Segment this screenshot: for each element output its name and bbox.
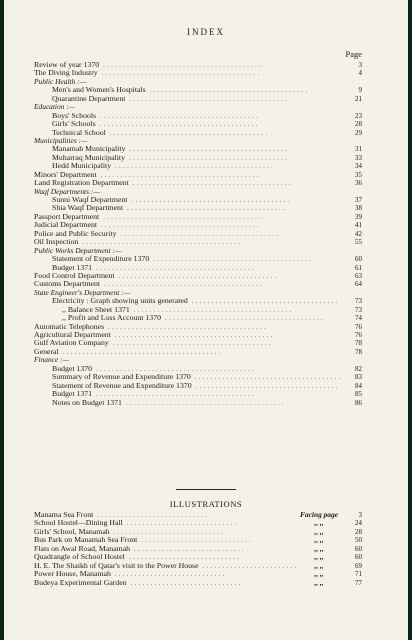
illustrations-list (34, 511, 362, 587)
index-entry-title: Budget 1371 (52, 389, 93, 399)
illustration-page-number: 60 (355, 544, 362, 553)
index-page-number: 3 (358, 61, 362, 69)
dot-leader (92, 391, 340, 399)
index-page-number: 82 (355, 364, 362, 373)
index-entry-title: Minors' Department (34, 169, 97, 179)
index-entry-title: Manamah Municipality (52, 144, 126, 154)
index-entry-title: Customs Department (34, 279, 101, 289)
dot-leader (161, 315, 340, 323)
illustration-title: Power House, Manamah (34, 569, 111, 579)
index-entry-title: Statement of Revenue and Expenditure 1370 (52, 380, 192, 390)
index-entry-title: Agricultural Department (34, 330, 111, 339)
illustration-page-number: 69 (355, 561, 362, 570)
index-entry-title: Hedd Municipality (52, 161, 112, 171)
illustration-page-number: 77 (355, 578, 362, 587)
dot-leader (93, 512, 298, 520)
index-entry-title: Statement of Expenditure 1370 (52, 254, 150, 264)
index-page-number: 23 (355, 111, 362, 120)
index-page-number: 84 (355, 381, 362, 390)
facing-page-mark: ,, ,, (314, 577, 324, 587)
dot-leader (106, 130, 340, 138)
index-entry-title: Passport Department (34, 211, 100, 221)
index-entry-title: Education :— (34, 102, 76, 112)
dot-leader (97, 222, 340, 230)
index-entry (34, 95, 362, 103)
dot-leader (97, 172, 340, 180)
index-page-number: 64 (355, 280, 362, 289)
dot-leader (98, 70, 340, 78)
index-page-number: 63 (355, 271, 362, 280)
dot-leader (122, 400, 340, 408)
illustration-page-number: 28 (355, 527, 362, 536)
illustration-title: Flats on Awal Road, Manamah (34, 543, 131, 553)
dot-leader (188, 298, 340, 306)
dot-leader (127, 580, 298, 588)
book-page (4, 0, 408, 640)
dot-leader (115, 273, 340, 281)
index-page-number: 85 (355, 390, 362, 399)
index-entry-title: Police and Public Security (34, 228, 117, 238)
illustration-title: Quadrangle of School Hostel (34, 552, 125, 562)
index-page-number: 55 (355, 238, 362, 247)
facing-page-mark: ,, ,, (314, 569, 324, 579)
dot-leader (130, 546, 298, 554)
index-entry-title: Food Control Department (34, 270, 115, 280)
index-page-number: 38 (355, 204, 362, 213)
dot-leader (110, 529, 298, 537)
index-entry-title: Summary of Revenue and Expenditure 1370 (52, 372, 191, 382)
index-page-number: 78 (355, 339, 362, 348)
illustration-title: Manama Sea Front (34, 510, 94, 519)
index-page-number: 29 (355, 128, 362, 137)
dot-leader (129, 180, 340, 188)
dot-leader (99, 214, 340, 222)
index-page-number: 37 (355, 196, 362, 204)
dot-leader (59, 349, 340, 357)
index-entry (34, 230, 362, 238)
index-entry-title: Judicial Department (34, 220, 98, 230)
index-page-number: 76 (355, 331, 362, 339)
index-entry-title: Girls' Schools (52, 119, 96, 129)
dot-leader (192, 383, 340, 391)
dot-leader (125, 146, 340, 154)
index-entry-title: Technical School (52, 127, 106, 137)
index-entry-title: Review of year 1370 (34, 60, 100, 69)
index-entry-title: ,, Profit and Loss Account 1370 (62, 313, 161, 323)
dot-leader (125, 155, 340, 163)
index-page-number: 28 (355, 120, 362, 129)
illustration-page-number: 50 (355, 536, 362, 545)
index-page-number: 36 (355, 179, 362, 188)
index-entry-title: Gulf Aviation Company (34, 338, 109, 348)
illustration-page-number: 60 (355, 553, 362, 562)
dot-leader (123, 520, 298, 528)
dot-leader (117, 231, 340, 239)
index-list (34, 61, 362, 407)
index-page-number: 33 (355, 153, 362, 162)
dot-leader (96, 113, 340, 121)
facing-page-mark: ,, ,, (314, 552, 324, 562)
index-entry-title: Public Health :— (34, 76, 87, 86)
index-entry-title: Men's and Women's Hospitals (52, 85, 146, 95)
index-entry-title: Finance :— (34, 355, 70, 365)
index-page-number: 83 (355, 373, 362, 382)
dot-leader (127, 197, 340, 205)
index-page-number: 42 (355, 229, 362, 238)
index-entry-title: Budget 1370 (52, 363, 93, 373)
dot-leader (149, 256, 340, 264)
illustration-page-number: 24 (355, 519, 362, 528)
index-entry-title: Land Registration Department (34, 178, 129, 188)
index-entry-title: Shia Waqf Department (52, 203, 124, 213)
illustration-page-number: 3 (358, 511, 362, 519)
dot-leader (123, 205, 340, 213)
index-page-number: 9 (358, 86, 362, 95)
facing-page-mark: ,, ,, (314, 560, 324, 570)
index-page-number: 86 (355, 398, 362, 407)
index-page-number: 34 (355, 162, 362, 171)
facing-page-mark: ,, ,, (314, 526, 324, 536)
dot-leader (109, 340, 340, 348)
index-entry-title: Public Works Department :— (34, 245, 122, 255)
index-page-number: 73 (355, 297, 362, 306)
illustration-title: H. E. The Shaikh of Qatar's visit to the Power House (34, 560, 199, 570)
illustrations-title: ILLUSTRATIONS (169, 499, 243, 509)
index-page-number: 41 (355, 221, 362, 230)
illustration-title: Budeya Experimental Garden (34, 577, 127, 587)
dot-leader (199, 563, 298, 571)
index-entry (34, 339, 362, 347)
dot-leader (146, 87, 340, 95)
index-entry (34, 348, 362, 356)
index-entry-title: General (34, 346, 59, 356)
dot-leader (191, 374, 340, 382)
page-column-heading: Page (345, 49, 362, 59)
dot-leader (96, 121, 340, 129)
illustration-page-number: 71 (355, 570, 362, 579)
index-page-number: 31 (355, 145, 362, 154)
section-divider (176, 489, 236, 490)
index-entry-title: Budget 1371 (52, 262, 93, 272)
dot-leader (125, 96, 340, 104)
illustration-title: Girls' School, Manamah (34, 526, 110, 536)
illustration-entry (34, 579, 362, 587)
index-entry-title: Waqf Departments :— (34, 186, 100, 196)
index-entry-title: Municipalities :— (34, 135, 88, 145)
index-page-number: 78 (355, 347, 362, 356)
illustration-title: Bus Park on Manamah Sea Front (34, 535, 138, 545)
dot-leader (111, 571, 298, 579)
dot-leader (137, 537, 298, 545)
facing-page-mark: Facing page (300, 510, 338, 519)
index-page-number: 60 (355, 255, 362, 264)
dot-leader (111, 163, 340, 171)
index-title: INDEX (187, 27, 225, 37)
index-entry-title: Quarantine Department (52, 93, 126, 103)
index-entry-title: Oil Inspection (34, 237, 79, 247)
index-entry-title: Muharraq Municipality (52, 152, 125, 162)
index-entry-title: Boys' Schools (52, 110, 97, 120)
index-entry (34, 399, 362, 407)
index-entry-title: Notes on Budget 1371 (52, 397, 122, 407)
illustration-title: School Hostel—Dining Hall (34, 518, 123, 528)
index-entry-title: Sunni Waqf Department (52, 195, 128, 204)
index-page-number: 35 (355, 170, 362, 179)
facing-page-mark: ,, ,, (314, 518, 324, 528)
dot-leader (104, 324, 340, 332)
dot-leader (100, 281, 340, 289)
index-page-number: 74 (355, 314, 362, 323)
index-page-number: 4 (358, 69, 362, 78)
index-entry-title: Automatic Telephones (34, 321, 105, 331)
dot-leader (92, 265, 340, 273)
dot-leader (99, 62, 340, 70)
dot-leader (111, 332, 340, 340)
facing-page-mark: ,, ,, (314, 543, 324, 553)
index-entry-title: ,, Balance Sheet 1371 (62, 304, 130, 314)
index-entry-title: The Diving Industry (34, 68, 98, 78)
index-page-number: 39 (355, 212, 362, 221)
dot-leader (130, 307, 340, 315)
index-page-number: 73 (355, 305, 362, 314)
index-page-number: 76 (355, 322, 362, 331)
index-entry-title: State Engineer's Department :— (34, 287, 131, 297)
index-page-number: 61 (355, 263, 362, 272)
index-entry-title: Electricity : Graph showing units generated (52, 296, 188, 306)
index-page-number: 21 (355, 94, 362, 103)
facing-page-mark: ,, ,, (314, 535, 324, 545)
